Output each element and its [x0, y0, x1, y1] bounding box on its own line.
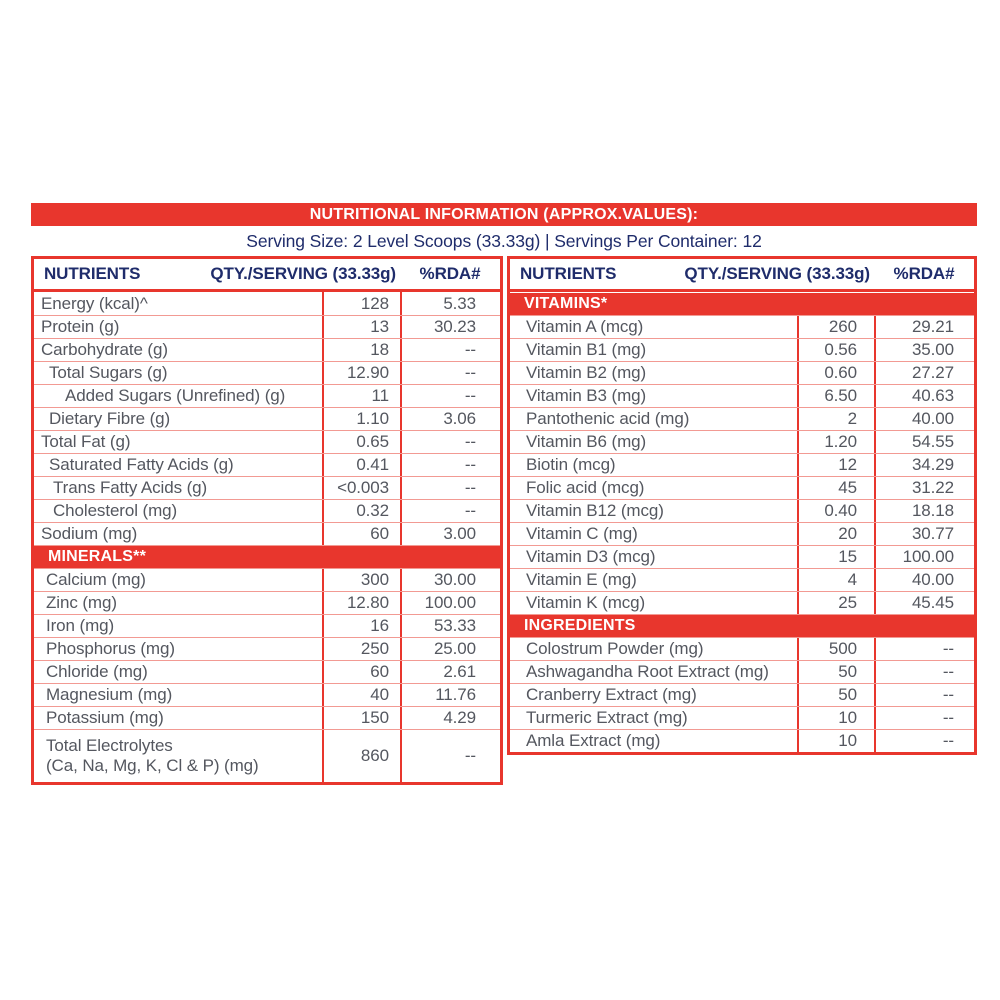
nutrient-qty-value: 0.32 [322, 500, 400, 522]
nutrient-rda-value: 54.55 [874, 431, 974, 453]
nutrient-qty-value: 15 [797, 546, 874, 568]
table-row [34, 430, 500, 453]
nutrient-qty-value: 12.80 [322, 592, 400, 614]
section-header-minerals [34, 545, 500, 568]
nutrient-rda-value: -- [400, 339, 500, 361]
nutrient-qty-value: 260 [797, 316, 874, 338]
nutrient-rda-value: 11.76 [400, 684, 500, 706]
nutrient-rda-value: -- [400, 385, 500, 407]
nutrient-label-line2: (Ca, Na, Mg, K, Cl & P) (mg) [46, 756, 259, 775]
table-row [510, 637, 974, 660]
table-row [34, 706, 500, 729]
nutrient-rda-value: -- [874, 661, 974, 683]
nutrient-rda-value: 29.21 [874, 316, 974, 338]
nutrient-label: Vitamin E (mg) [526, 570, 637, 589]
nutrient-qty-value: 11 [322, 385, 400, 407]
right-nutrition-table [507, 256, 977, 755]
nutrient-label: Sodium (mg) [41, 524, 138, 543]
nutrient-label: Saturated Fatty Acids (g) [49, 455, 234, 474]
table-row [510, 499, 974, 522]
nutrient-rda-value: 3.00 [400, 523, 500, 545]
nutrient-rda-value: 100.00 [400, 592, 500, 614]
nutrient-rda-value: 3.06 [400, 408, 500, 430]
column-header-rda: %RDA# [419, 264, 481, 283]
nutrient-label: Vitamin B1 (mg) [526, 340, 647, 359]
nutrient-qty-value: 12 [797, 454, 874, 476]
table-row [510, 683, 974, 706]
nutrient-rda-value: -- [874, 684, 974, 706]
nutrient-qty-value: 13 [322, 316, 400, 338]
nutrient-label: Iron (mg) [46, 616, 115, 635]
nutrient-rda-value: 40.00 [874, 408, 974, 430]
table-row [510, 384, 974, 407]
table-row [510, 660, 974, 683]
nutrient-qty-value: 50 [797, 661, 874, 683]
table-row [510, 568, 974, 591]
table-row [510, 407, 974, 430]
table-row [34, 453, 500, 476]
nutrient-qty-value: 10 [797, 730, 874, 752]
nutrient-label: Vitamin B12 (mcg) [526, 501, 664, 520]
nutrient-label: Potassium (mg) [46, 708, 164, 727]
nutrient-rda-value: -- [874, 730, 974, 752]
nutrient-label: Vitamin B2 (mg) [526, 363, 647, 382]
nutrient-qty-value: 250 [322, 638, 400, 660]
nutrient-rda-value: -- [400, 362, 500, 384]
nutrient-qty-value: 2 [797, 408, 874, 430]
nutrient-qty-value: 4 [797, 569, 874, 591]
table-row [34, 476, 500, 499]
table-row [510, 315, 974, 338]
column-header-nutrients: NUTRIENTS [44, 264, 141, 283]
nutrient-label: Total Fat (g) [41, 432, 131, 451]
nutrient-label: Vitamin C (mg) [526, 524, 638, 543]
nutrient-rda-value: 34.29 [874, 454, 974, 476]
table-row [510, 545, 974, 568]
nutrient-label: Carbohydrate (g) [41, 340, 168, 359]
nutrient-qty-value: 1.20 [797, 431, 874, 453]
nutrient-label: Calcium (mg) [46, 570, 146, 589]
nutrient-label: Phosphorus (mg) [46, 639, 175, 658]
nutrient-rda-value: 25.00 [400, 638, 500, 660]
table-row [510, 706, 974, 729]
nutrient-label: Vitamin K (mcg) [526, 593, 646, 612]
nutrient-label: Vitamin B6 (mg) [526, 432, 647, 451]
table-row [34, 568, 500, 591]
table-row [34, 729, 500, 782]
nutrient-rda-value: 35.00 [874, 339, 974, 361]
table-row [34, 660, 500, 683]
nutrition-title-banner [31, 203, 977, 226]
left-table-header [34, 259, 500, 292]
table-row [34, 614, 500, 637]
nutrient-qty-value: 128 [322, 292, 400, 315]
table-row [34, 522, 500, 545]
table-row [34, 637, 500, 660]
nutrient-label: Total Sugars (g) [49, 363, 168, 382]
nutrient-qty-value: 0.65 [322, 431, 400, 453]
nutrient-label: Colostrum Powder (mg) [526, 639, 704, 658]
nutrient-rda-value: 2.61 [400, 661, 500, 683]
table-row [34, 292, 500, 315]
table-row [34, 591, 500, 614]
nutrient-label: Ashwagandha Root Extract (mg) [526, 662, 769, 681]
nutrient-qty-value: 45 [797, 477, 874, 499]
nutrient-qty-value: 860 [322, 730, 400, 782]
nutrient-rda-value: 40.63 [874, 385, 974, 407]
nutrient-qty-value: 300 [322, 569, 400, 591]
table-row [34, 338, 500, 361]
nutrient-rda-value: -- [400, 477, 500, 499]
serving-size-line: Serving Size: 2 Level Scoops (33.33g) | Servings Per Container: 12 [246, 231, 762, 251]
nutrient-rda-value: 18.18 [874, 500, 974, 522]
nutrient-label: Magnesium (mg) [46, 685, 173, 704]
nutrient-rda-value: 100.00 [874, 546, 974, 568]
nutrient-qty-value: <0.003 [322, 477, 400, 499]
section-title: VITAMINS* [524, 295, 608, 312]
nutrient-label: Biotin (mcg) [526, 455, 616, 474]
right-table-header [510, 259, 974, 292]
nutrient-label: Pantothenic acid (mg) [526, 409, 690, 428]
column-header-qty: QTY./SERVING (33.33g) [210, 264, 396, 283]
section-header-ingredients [510, 614, 974, 637]
section-header-vitamins [510, 292, 974, 315]
nutrient-label: Vitamin D3 (mcg) [526, 547, 656, 566]
nutrient-qty-value: 0.40 [797, 500, 874, 522]
left-table-body [34, 292, 500, 782]
nutrient-qty-value: 25 [797, 592, 874, 614]
nutrient-qty-value: 150 [322, 707, 400, 729]
nutrient-label: Dietary Fibre (g) [49, 409, 171, 428]
nutrient-label: Protein (g) [41, 317, 120, 336]
nutrient-label: Vitamin A (mcg) [526, 317, 644, 336]
column-header-qty: QTY./SERVING (33.33g) [684, 264, 870, 283]
nutrient-label: Zinc (mg) [46, 593, 117, 612]
nutrient-rda-value: 5.33 [400, 292, 500, 315]
table-row [510, 430, 974, 453]
nutrition-title-text: NUTRITIONAL INFORMATION (APPROX.VALUES): [309, 205, 699, 223]
nutrient-label: Amla Extract (mg) [526, 731, 661, 750]
nutrient-qty-value: 18 [322, 339, 400, 361]
right-table-body [510, 292, 974, 752]
nutrient-label: Folic acid (mcg) [526, 478, 645, 497]
table-row [34, 499, 500, 522]
nutrient-qty-value: 12.90 [322, 362, 400, 384]
column-header-rda: %RDA# [893, 264, 955, 283]
nutrient-qty-value: 16 [322, 615, 400, 637]
table-row [34, 683, 500, 706]
nutrient-qty-value: 40 [322, 684, 400, 706]
nutrient-rda-value: -- [400, 730, 500, 782]
nutrient-rda-value: 31.22 [874, 477, 974, 499]
nutrient-qty-value: 0.41 [322, 454, 400, 476]
nutrient-qty-value: 20 [797, 523, 874, 545]
table-row [510, 361, 974, 384]
nutrient-label-line1: Total Electrolytes [46, 736, 173, 755]
table-row [34, 315, 500, 338]
table-row [34, 407, 500, 430]
nutrient-qty-value: 60 [322, 523, 400, 545]
nutrient-qty-value: 60 [322, 661, 400, 683]
nutrient-label: Cranberry Extract (mg) [526, 685, 697, 704]
nutrient-label: Added Sugars (Unrefined) (g) [65, 386, 286, 405]
table-row [510, 729, 974, 752]
nutrient-qty-value: 0.60 [797, 362, 874, 384]
nutrient-label: Chloride (mg) [46, 662, 148, 681]
table-row [34, 384, 500, 407]
nutrient-rda-value: 4.29 [400, 707, 500, 729]
nutrient-rda-value: 53.33 [400, 615, 500, 637]
nutrient-rda-value: 30.77 [874, 523, 974, 545]
nutrient-qty-value: 0.56 [797, 339, 874, 361]
section-title: MINERALS** [48, 548, 147, 565]
nutrient-label: Turmeric Extract (mg) [526, 708, 688, 727]
nutrient-rda-value: -- [874, 707, 974, 729]
table-row [34, 361, 500, 384]
nutrient-rda-value: 30.00 [400, 569, 500, 591]
table-row [510, 453, 974, 476]
nutrient-qty-value: 50 [797, 684, 874, 706]
nutrient-rda-value: 27.27 [874, 362, 974, 384]
nutrient-qty-value: 1.10 [322, 408, 400, 430]
nutrient-rda-value: 40.00 [874, 569, 974, 591]
table-row [510, 476, 974, 499]
nutrient-rda-value: 30.23 [400, 316, 500, 338]
nutrient-qty-value: 500 [797, 638, 874, 660]
left-nutrition-table [31, 256, 503, 785]
nutrient-rda-value: -- [400, 431, 500, 453]
table-row [510, 338, 974, 361]
nutrient-qty-value: 6.50 [797, 385, 874, 407]
nutrient-label [34, 730, 322, 782]
nutrient-rda-value: -- [400, 454, 500, 476]
column-header-nutrients: NUTRIENTS [520, 264, 617, 283]
nutrient-qty-value: 10 [797, 707, 874, 729]
nutrient-label: Trans Fatty Acids (g) [53, 478, 208, 497]
nutrient-label: Energy (kcal)^ [41, 293, 148, 313]
nutrient-label: Vitamin B3 (mg) [526, 386, 647, 405]
table-row [510, 522, 974, 545]
nutrient-label: Cholesterol (mg) [53, 501, 178, 520]
nutrient-rda-value: -- [400, 500, 500, 522]
table-row [510, 591, 974, 614]
nutrient-rda-value: 45.45 [874, 592, 974, 614]
section-title: INGREDIENTS [524, 617, 636, 634]
nutrient-rda-value: -- [874, 638, 974, 660]
